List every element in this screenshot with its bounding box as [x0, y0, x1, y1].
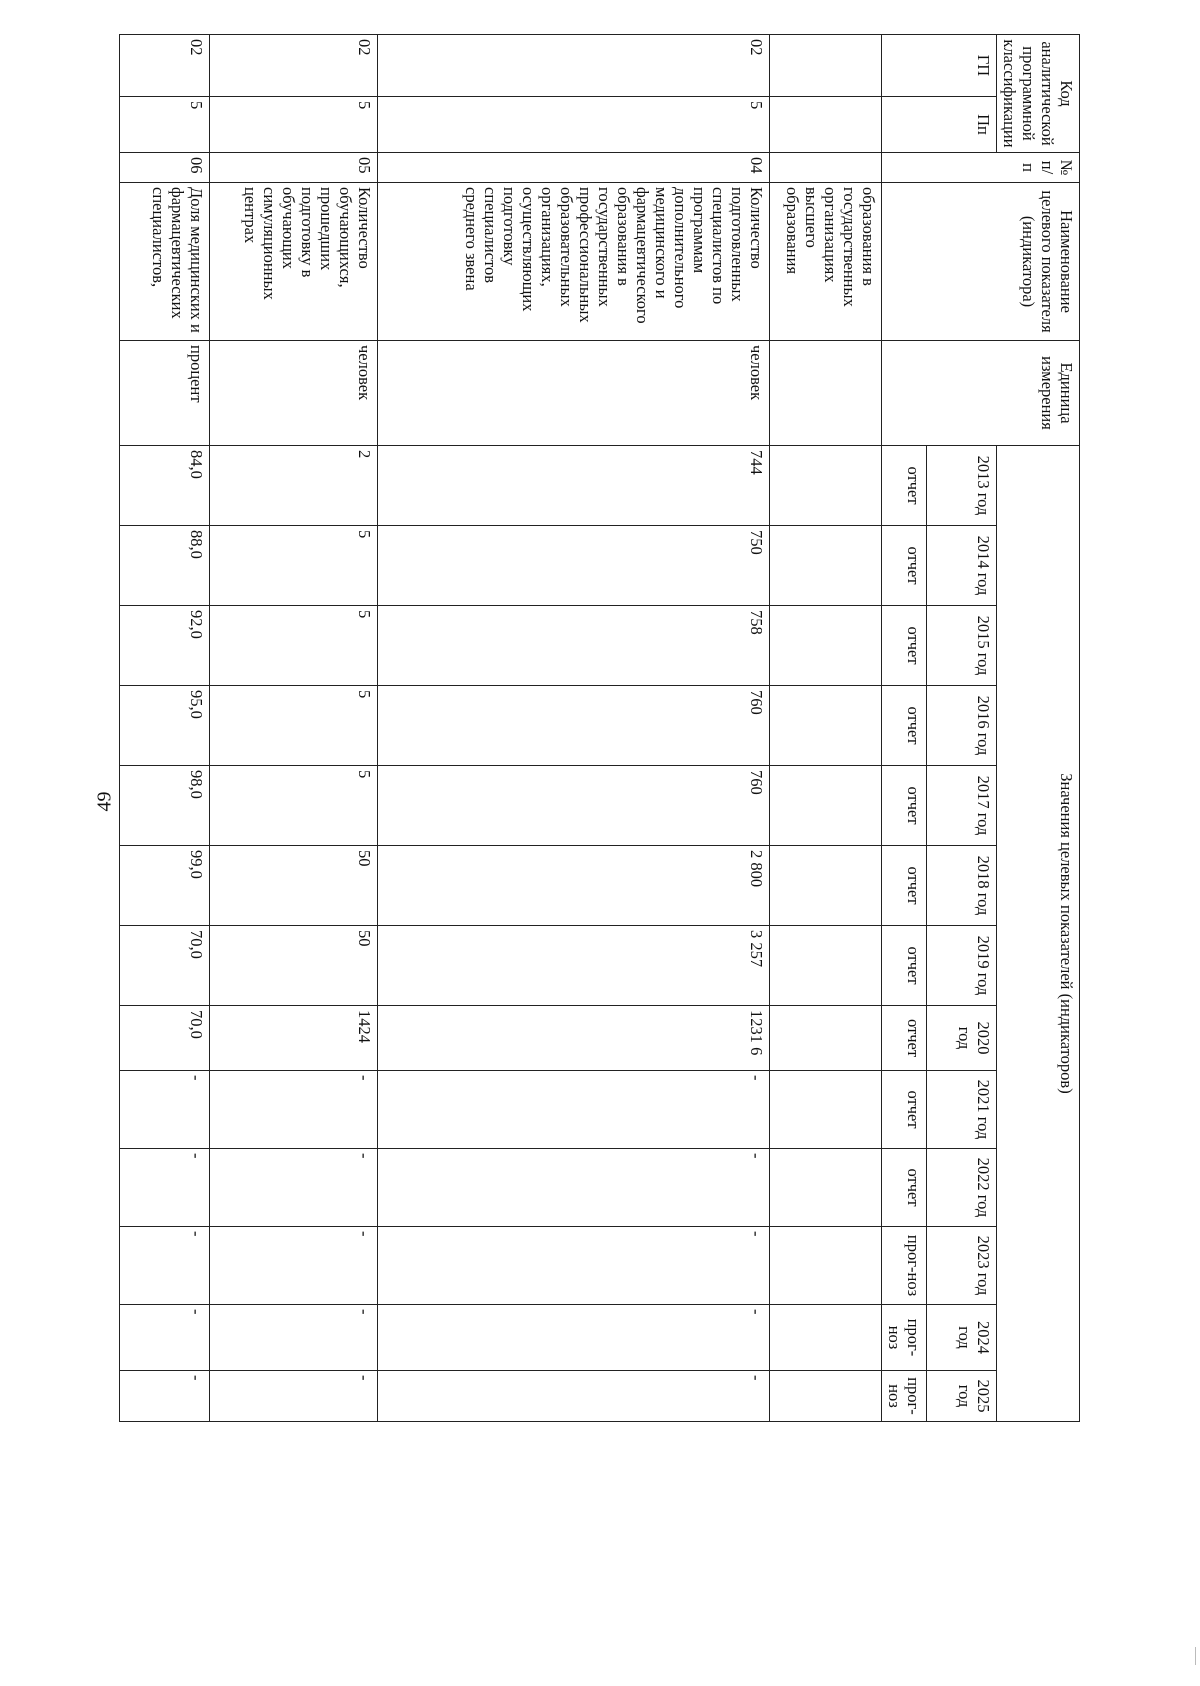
year-kind: отчет	[882, 606, 927, 686]
no-header: № п/п	[882, 153, 1080, 183]
year-header: 2025 год	[927, 1371, 997, 1422]
value-cell: -	[378, 1071, 770, 1149]
year-kind: отчет	[882, 926, 927, 1006]
value-cell: -	[378, 1149, 770, 1227]
code-pp-cell: 5	[210, 97, 378, 153]
unit-cell: процент	[120, 341, 210, 446]
year-header: 2023 год	[927, 1227, 997, 1305]
year-header: 2016 год	[927, 686, 997, 766]
year-header: 2022 год	[927, 1149, 997, 1227]
code-pp-cell: 5	[378, 97, 770, 153]
unit-cell: человек	[378, 341, 770, 446]
value-cell	[770, 1006, 882, 1071]
value-cell: -	[210, 1227, 378, 1305]
value-cell: 5	[210, 526, 378, 606]
year-header: 2020 год	[927, 1006, 997, 1071]
indicator-name-cell: Доля медицинских и фармацевтических специалистов,	[120, 183, 210, 341]
row-number-cell: 06	[120, 153, 210, 183]
table-row	[378, 35, 770, 1422]
value-cell	[770, 766, 882, 846]
value-cell: -	[120, 1149, 210, 1227]
year-header: 2013 год	[927, 446, 997, 526]
value-cell: 84,0	[120, 446, 210, 526]
value-cell: 98,0	[120, 766, 210, 846]
table-row	[210, 35, 378, 1422]
value-cell: -	[120, 1071, 210, 1149]
value-cell	[770, 1227, 882, 1305]
code-gp-cell: 02	[378, 35, 770, 97]
year-header: 2014 год	[927, 526, 997, 606]
value-cell: -	[210, 1371, 378, 1422]
value-cell: 1424	[210, 1006, 378, 1071]
year-header: 2019 год	[927, 926, 997, 1006]
value-cell: -	[378, 1227, 770, 1305]
year-kind: отчет	[882, 1071, 927, 1149]
value-cell: 95,0	[120, 686, 210, 766]
value-cell: 2	[210, 446, 378, 526]
value-cell: 758	[378, 606, 770, 686]
row-number-cell: 05	[210, 153, 378, 183]
unit-cell	[770, 341, 882, 446]
row-number-cell	[770, 153, 882, 183]
unit-header: Единица измерения	[882, 341, 1080, 446]
value-cell: 5	[210, 686, 378, 766]
value-cell	[770, 926, 882, 1006]
value-cell	[770, 606, 882, 686]
value-cell	[770, 1371, 882, 1422]
row-number-cell: 04	[378, 153, 770, 183]
value-cell: -	[378, 1305, 770, 1371]
value-cell	[770, 446, 882, 526]
values-header: Значения целевых показателей (индикаторов)	[997, 446, 1080, 1422]
code-gp-cell: 02	[120, 35, 210, 97]
code-pp-cell	[770, 97, 882, 153]
indicator-name-cell: образования в государственных организациях высшего образования	[770, 183, 882, 341]
indicators-table	[119, 34, 1080, 1422]
year-kind: отчет	[882, 686, 927, 766]
year-header: 2018 год	[927, 846, 997, 926]
value-cell: 50	[210, 846, 378, 926]
value-cell	[770, 686, 882, 766]
year-kind: отчет	[882, 446, 927, 526]
value-cell: 99,0	[120, 846, 210, 926]
value-cell: 5	[210, 766, 378, 846]
value-cell	[770, 526, 882, 606]
value-cell: -	[120, 1305, 210, 1371]
value-cell	[770, 846, 882, 926]
value-cell: 50	[210, 926, 378, 1006]
year-kind: прог-ноз	[882, 1227, 927, 1305]
year-kind: отчет	[882, 846, 927, 926]
value-cell	[770, 1305, 882, 1371]
value-cell: -	[210, 1305, 378, 1371]
year-kind: отчет	[882, 1149, 927, 1227]
pp-header: Пп	[882, 97, 997, 153]
value-cell: 70,0	[120, 926, 210, 1006]
year-header: 2015 год	[927, 606, 997, 686]
year-header: 2021 год	[927, 1071, 997, 1149]
table-row	[770, 35, 882, 1422]
value-cell: 92,0	[120, 606, 210, 686]
unit-cell: человек	[210, 341, 378, 446]
value-cell	[770, 1071, 882, 1149]
indicator-name-cell: Количество подготовленных специалистов по программам дополнительного медицинского и фармацевтического образования в государственных профессиональных образовательных организациях, осуществляющих подготовку специалистов среднего звена	[378, 183, 770, 341]
year-kind: прог-ноз	[882, 1371, 927, 1422]
year-kind: отчет	[882, 766, 927, 846]
table-row	[120, 35, 210, 1422]
value-cell	[770, 1149, 882, 1227]
page-number: 49	[93, 791, 116, 812]
value-cell: -	[210, 1149, 378, 1227]
value-cell: 750	[378, 526, 770, 606]
value-cell: 88,0	[120, 526, 210, 606]
value-cell: 760	[378, 766, 770, 846]
year-kind: прог-ноз	[882, 1305, 927, 1371]
name-header: Наименование целевого показателя (индикатора)	[882, 183, 1080, 341]
value-cell: -	[378, 1371, 770, 1422]
code-gp-cell	[770, 35, 882, 97]
value-cell: 3 257	[378, 926, 770, 1006]
scan-mark	[1195, 1647, 1196, 1665]
code-gp-cell: 02	[210, 35, 378, 97]
value-cell: -	[120, 1227, 210, 1305]
value-cell: -	[210, 1071, 378, 1149]
gp-header: ГП	[882, 35, 997, 97]
year-kind: отчет	[882, 526, 927, 606]
code-header: Код аналитической программной классификации	[997, 35, 1080, 153]
indicator-name-cell: Количество обучающихся, прошедших подготовку в обучающих симуляционных центрах	[210, 183, 378, 341]
year-kind: отчет	[882, 1006, 927, 1071]
code-pp-cell: 5	[120, 97, 210, 153]
value-cell: 5	[210, 606, 378, 686]
year-header: 2017 год	[927, 766, 997, 846]
year-header: 2024 год	[927, 1305, 997, 1371]
value-cell: 2 800	[378, 846, 770, 926]
value-cell: 70,0	[120, 1006, 210, 1071]
value-cell: 744	[378, 446, 770, 526]
value-cell: 1231 6	[378, 1006, 770, 1071]
value-cell: 760	[378, 686, 770, 766]
value-cell: -	[120, 1371, 210, 1422]
